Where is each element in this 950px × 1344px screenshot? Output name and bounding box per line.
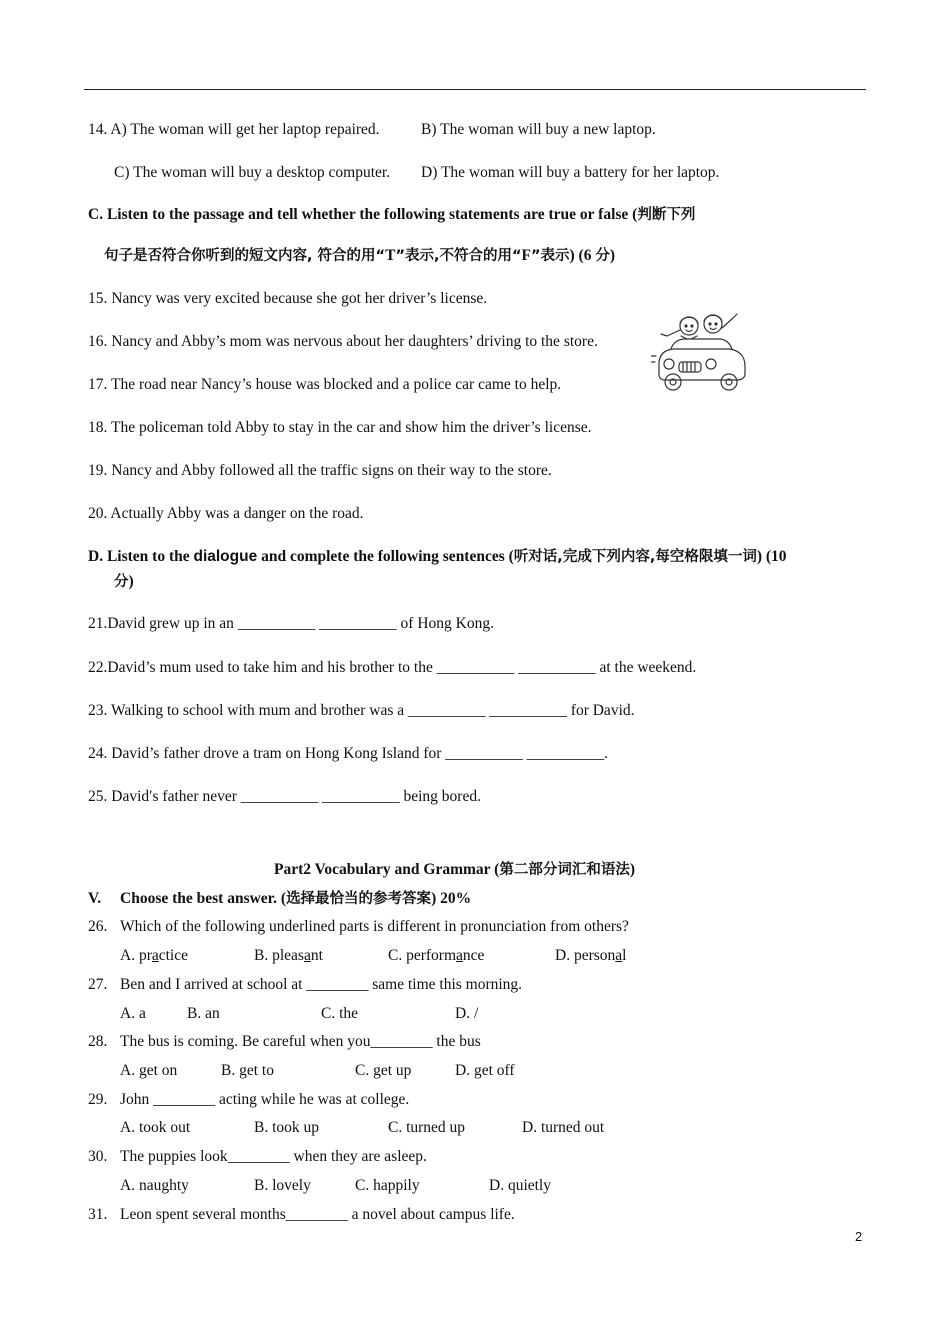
question-31-stem: Leon spent several months________ a novel about campus life. (120, 1206, 515, 1223)
q30-option-c: C. happily (355, 1177, 420, 1194)
part2-title: Part2 Vocabulary and Grammar (第二部分词汇和语法) (274, 861, 635, 878)
q29-option-a: A. took out (120, 1119, 191, 1136)
question-14-option-d: D) The woman will buy a battery for her laptop. (421, 164, 720, 181)
section-c-heading-cont: 句子是否符合你听到的短文内容, 符合的用“T”表示,不符合的用“F”表示) (6 分) (104, 247, 616, 264)
statement-18: 18. The policeman told Abby to stay in the car and show him the driver’s license. (88, 419, 592, 436)
question-28-number: 28. (88, 1033, 108, 1050)
q27-option-b: B. an (187, 1005, 220, 1022)
section-v-heading: Choose the best answer. (选择最恰当的参考答案) 20% (120, 890, 472, 907)
blank-item-23: 23. Walking to school with mum and brother was a __________ __________ for David. (88, 702, 635, 719)
q28-option-d: D. get off (455, 1062, 515, 1079)
question-29-number: 29. (88, 1091, 108, 1108)
section-c-heading: C. Listen to the passage and tell whether the following statements are true or false (判断下列 (88, 206, 696, 223)
statement-20: 20. Actually Abby was a danger on the road. (88, 505, 364, 522)
blank-item-21: 21.David grew up in an __________ __________ of Hong Kong. (88, 615, 494, 632)
q26-option-d: D. personal (555, 947, 627, 964)
statement-15: 15. Nancy was very excited because she got her driver’s license. (88, 290, 488, 307)
q26-option-a: A. practice (120, 947, 189, 964)
q28-option-b: B. get to (221, 1062, 274, 1079)
question-26-number: 26. (88, 918, 108, 935)
blank-item-22: 22.David’s mum used to take him and his brother to the __________ __________ at the weekend. (88, 659, 697, 676)
question-31-number: 31. (88, 1206, 108, 1223)
question-26-stem: Which of the following underlined parts is different in pronunciation from others? (120, 918, 629, 935)
q26-option-c: C. performance (388, 947, 485, 964)
section-d-heading: D. Listen to the dialogue and complete the following sentences (听对话,完成下列内容,每空格限填一词) (10 (88, 548, 787, 565)
q29-option-b: B. took up (254, 1119, 320, 1136)
q28-option-c: C. get up (355, 1062, 412, 1079)
q28-option-a: A. get on (120, 1062, 178, 1079)
question-14-option-c: C) The woman will buy a desktop computer. (114, 164, 391, 181)
q30-option-d: D. quietly (489, 1177, 551, 1194)
header-rule (84, 89, 866, 90)
section-d-heading-cont: 分) (114, 573, 134, 590)
section-v-label: V. (88, 890, 102, 907)
statement-19: 19. Nancy and Abby followed all the traffic signs on their way to the store. (88, 462, 552, 479)
question-28-stem: The bus is coming. Be careful when you________ the bus (120, 1033, 481, 1050)
q29-option-d: D. turned out (522, 1119, 605, 1136)
q27-option-a: A. a (120, 1005, 146, 1022)
q30-option-a: A. naughty (120, 1177, 189, 1194)
question-29-stem: John ________ acting while he was at college. (120, 1091, 410, 1108)
blank-item-24: 24. David’s father drove a tram on Hong Kong Island for __________ __________. (88, 745, 609, 762)
question-14-option-b: B) The woman will buy a new laptop. (421, 121, 656, 138)
statement-16: 16. Nancy and Abby’s mom was nervous about her daughters’ driving to the store. (88, 333, 598, 350)
page-number: 2 (855, 1229, 863, 1244)
car-with-two-girls-illustration (651, 306, 751, 396)
question-30-number: 30. (88, 1148, 108, 1165)
question-30-stem: The puppies look________ when they are asleep. (120, 1148, 427, 1165)
q27-option-c: C. the (321, 1005, 359, 1022)
question-14: 14. A) The woman will get her laptop repaired. (88, 121, 380, 138)
blank-item-25: 25. David′s father never __________ __________ being bored. (88, 788, 481, 805)
q27-option-d: D. / (455, 1005, 479, 1022)
question-27-stem: Ben and I arrived at school at ________ same time this morning. (120, 976, 523, 993)
q29-option-c: C. turned up (388, 1119, 466, 1136)
q26-option-b: B. pleasant (254, 947, 323, 964)
q30-option-b: B. lovely (254, 1177, 311, 1194)
question-27-number: 27. (88, 976, 108, 993)
statement-17: 17. The road near Nancy’s house was blocked and a police car came to help. (88, 376, 562, 393)
